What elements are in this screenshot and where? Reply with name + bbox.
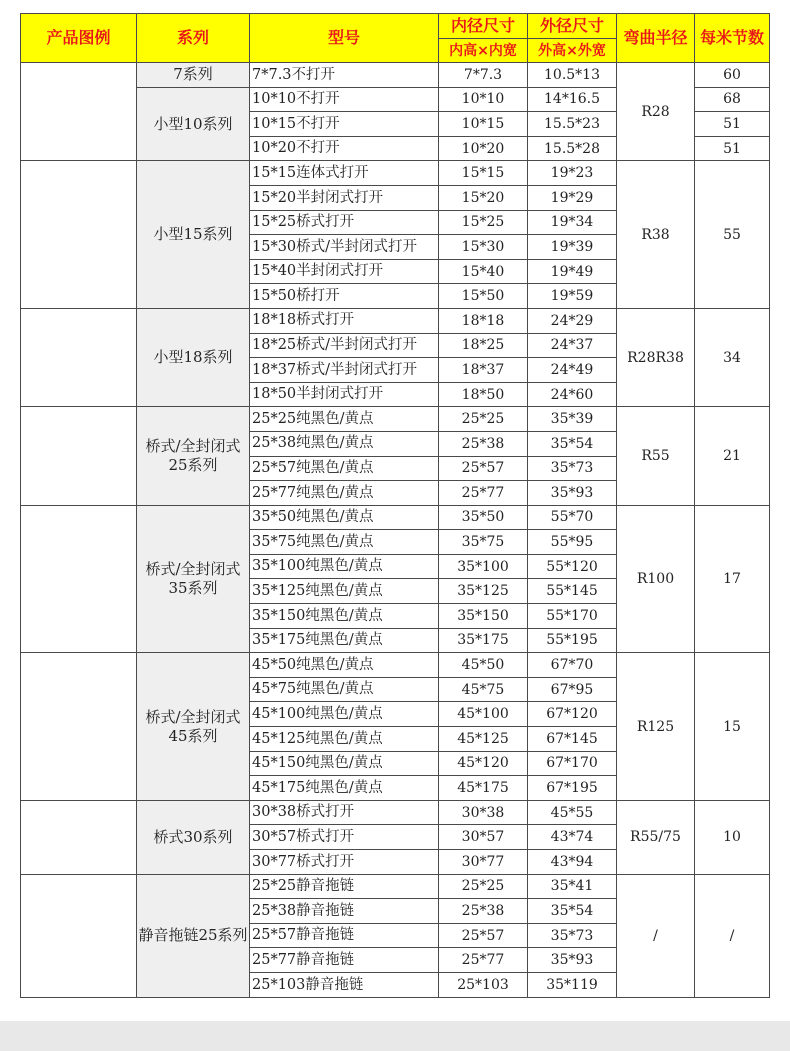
model-cell: 25*103静音拖链 [250,972,439,997]
model-cell: 18*37桥式/半封闭式打开 [250,358,439,383]
pitch-cell: 21 [695,407,770,505]
series-cell: 桥式/全封闭式45系列 [137,653,250,801]
model-cell: 30*77桥式打开 [250,850,439,875]
outer-size-cell: 24*49 [528,358,617,383]
outer-size-cell: 19*29 [528,185,617,210]
table-body [21,63,770,998]
outer-size-cell: 35*73 [528,456,617,481]
inner-size-cell: 15*50 [439,284,528,309]
series-cell: 桥式/全封闭式25系列 [137,407,250,505]
header-model: 型号 [250,14,439,63]
pitch-cell: 51 [695,136,770,161]
inner-size-cell: 25*103 [439,972,528,997]
bend-radius-cell: R38 [617,161,695,309]
model-cell: 18*50半封闭式打开 [250,382,439,407]
bottom-strip [0,1021,790,1051]
inner-size-cell: 15*20 [439,185,528,210]
header-outer: 外径尺寸 [528,14,617,39]
model-cell: 35*50纯黑色/黄点 [250,505,439,530]
outer-size-cell: 35*73 [528,923,617,948]
pitch-cell: 68 [695,87,770,112]
bend-radius-cell: R125 [617,653,695,801]
outer-size-cell: 35*119 [528,972,617,997]
outer-size-cell: 24*37 [528,333,617,358]
pitch-cell: 10 [695,800,770,874]
series-cell: 7系列 [137,63,250,88]
model-cell: 25*25静音拖链 [250,874,439,899]
inner-size-cell: 25*57 [439,923,528,948]
inner-size-cell: 18*50 [439,382,528,407]
outer-size-cell: 43*74 [528,825,617,850]
outer-size-cell: 55*70 [528,505,617,530]
inner-size-cell: 35*75 [439,530,528,555]
outer-size-cell: 67*170 [528,751,617,776]
inner-size-cell: 45*100 [439,702,528,727]
inner-size-cell: 18*37 [439,358,528,383]
outer-size-cell: 43*94 [528,850,617,875]
outer-size-cell: 24*29 [528,308,617,333]
inner-size-cell: 30*57 [439,825,528,850]
model-cell: 35*125纯黑色/黄点 [250,579,439,604]
outer-size-cell: 24*60 [528,382,617,407]
outer-size-cell: 67*95 [528,677,617,702]
model-cell: 10*10不打开 [250,87,439,112]
header-series: 系列 [137,14,250,63]
series-cell: 桥式30系列 [137,800,250,874]
inner-size-cell: 45*50 [439,653,528,678]
table-row [21,505,770,530]
model-cell: 10*15不打开 [250,112,439,137]
series-cell: 小型18系列 [137,308,250,406]
bend-radius-cell: / [617,874,695,997]
model-cell: 25*57纯黑色/黄点 [250,456,439,481]
pitch-cell: 17 [695,505,770,653]
inner-size-cell: 45*125 [439,727,528,752]
inner-size-cell: 25*77 [439,948,528,973]
product-image [21,308,137,406]
model-cell: 25*38纯黑色/黄点 [250,431,439,456]
model-cell: 30*57桥式打开 [250,825,439,850]
outer-size-cell: 67*195 [528,776,617,801]
outer-size-cell: 15.5*23 [528,112,617,137]
header-pitch: 每米节数 [695,14,770,63]
model-cell: 45*75纯黑色/黄点 [250,677,439,702]
header-row [21,14,770,39]
product-image [21,874,137,997]
inner-size-cell: 35*150 [439,604,528,629]
inner-size-cell: 7*7.3 [439,63,528,88]
series-cell: 小型15系列 [137,161,250,309]
outer-size-cell: 35*41 [528,874,617,899]
table-row [21,308,770,333]
table-row [21,874,770,899]
outer-size-cell: 35*39 [528,407,617,432]
model-cell: 15*20半封闭式打开 [250,185,439,210]
inner-size-cell: 35*175 [439,628,528,653]
inner-size-cell: 18*18 [439,308,528,333]
table-row [21,407,770,432]
outer-size-cell: 35*54 [528,431,617,456]
inner-size-cell: 18*25 [439,333,528,358]
model-cell: 35*175纯黑色/黄点 [250,628,439,653]
inner-size-cell: 25*25 [439,874,528,899]
model-cell: 7*7.3不打开 [250,63,439,88]
model-cell: 45*150纯黑色/黄点 [250,751,439,776]
inner-size-cell: 45*175 [439,776,528,801]
inner-size-cell: 45*75 [439,677,528,702]
outer-size-cell: 67*145 [528,727,617,752]
outer-size-cell: 67*120 [528,702,617,727]
product-image [21,653,137,801]
inner-size-cell: 25*25 [439,407,528,432]
model-cell: 18*18桥式打开 [250,308,439,333]
product-image [21,800,137,874]
bend-radius-cell: R55/75 [617,800,695,874]
product-image [21,505,137,653]
series-cell: 桥式/全封闭式35系列 [137,505,250,653]
model-cell: 45*100纯黑色/黄点 [250,702,439,727]
bend-radius-cell: R100 [617,505,695,653]
outer-size-cell: 19*59 [528,284,617,309]
model-cell: 35*75纯黑色/黄点 [250,530,439,555]
model-cell: 45*125纯黑色/黄点 [250,727,439,752]
outer-size-cell: 55*95 [528,530,617,555]
model-cell: 45*50纯黑色/黄点 [250,653,439,678]
inner-size-cell: 15*30 [439,235,528,260]
table-row [21,63,770,88]
outer-size-cell: 15.5*28 [528,136,617,161]
bend-radius-cell: R28R38 [617,308,695,406]
inner-size-cell: 25*38 [439,899,528,924]
header-inner-sub: 内高×内宽 [439,39,528,63]
model-cell: 10*20不打开 [250,136,439,161]
model-cell: 15*15连体式打开 [250,161,439,186]
model-cell: 15*40半封闭式打开 [250,259,439,284]
model-cell: 25*77纯黑色/黄点 [250,481,439,506]
drag-chain-spec-table [20,13,770,998]
series-cell: 小型10系列 [137,87,250,161]
inner-size-cell: 15*15 [439,161,528,186]
inner-size-cell: 25*38 [439,431,528,456]
outer-size-cell: 19*34 [528,210,617,235]
model-cell: 25*77静音拖链 [250,948,439,973]
outer-size-cell: 14*16.5 [528,87,617,112]
pitch-cell: 15 [695,653,770,801]
outer-size-cell: 55*195 [528,628,617,653]
outer-size-cell: 19*39 [528,235,617,260]
outer-size-cell: 55*170 [528,604,617,629]
model-cell: 25*25纯黑色/黄点 [250,407,439,432]
inner-size-cell: 35*50 [439,505,528,530]
inner-size-cell: 30*38 [439,800,528,825]
header-bend: 弯曲半径 [617,14,695,63]
product-image [21,161,137,309]
outer-size-cell: 45*55 [528,800,617,825]
inner-size-cell: 10*10 [439,87,528,112]
model-cell: 35*150纯黑色/黄点 [250,604,439,629]
inner-size-cell: 35*100 [439,554,528,579]
outer-size-cell: 35*93 [528,948,617,973]
outer-size-cell: 19*23 [528,161,617,186]
bend-radius-cell: R55 [617,407,695,505]
pitch-cell: 55 [695,161,770,309]
inner-size-cell: 35*125 [439,579,528,604]
pitch-cell: 60 [695,63,770,88]
outer-size-cell: 55*145 [528,579,617,604]
outer-size-cell: 10.5*13 [528,63,617,88]
inner-size-cell: 10*20 [439,136,528,161]
pitch-cell: / [695,874,770,997]
outer-size-cell: 35*54 [528,899,617,924]
inner-size-cell: 25*57 [439,456,528,481]
inner-size-cell: 15*40 [439,259,528,284]
outer-size-cell: 55*120 [528,554,617,579]
model-cell: 15*30桥式/半封闭式打开 [250,235,439,260]
outer-size-cell: 67*70 [528,653,617,678]
table-row [21,653,770,678]
table-row [21,161,770,186]
inner-size-cell: 45*120 [439,751,528,776]
model-cell: 30*38桥式打开 [250,800,439,825]
product-image [21,407,137,505]
product-image [21,63,137,161]
model-cell: 35*100纯黑色/黄点 [250,554,439,579]
model-cell: 25*38静音拖链 [250,899,439,924]
inner-size-cell: 25*77 [439,481,528,506]
model-cell: 15*50桥打开 [250,284,439,309]
model-cell: 15*25桥式打开 [250,210,439,235]
bend-radius-cell: R28 [617,63,695,161]
inner-size-cell: 15*25 [439,210,528,235]
pitch-cell: 34 [695,308,770,406]
header-outer-sub: 外高×外宽 [528,39,617,63]
inner-size-cell: 30*77 [439,850,528,875]
model-cell: 45*175纯黑色/黄点 [250,776,439,801]
header-inner: 内径尺寸 [439,14,528,39]
table-row [21,800,770,825]
outer-size-cell: 19*49 [528,259,617,284]
model-cell: 25*57静音拖链 [250,923,439,948]
pitch-cell: 51 [695,112,770,137]
header-image: 产品图例 [21,14,137,63]
series-cell: 静音拖链25系列 [137,874,250,997]
inner-size-cell: 10*15 [439,112,528,137]
outer-size-cell: 35*93 [528,481,617,506]
model-cell: 18*25桥式/半封闭式打开 [250,333,439,358]
